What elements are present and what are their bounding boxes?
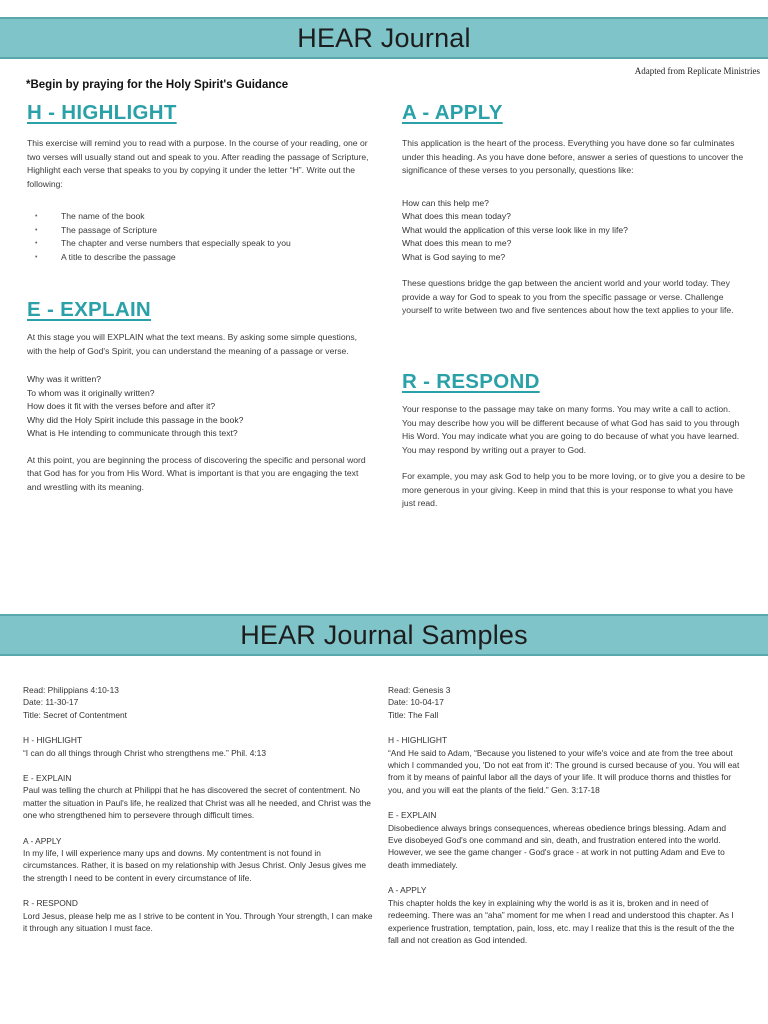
sample-meta: [23, 684, 375, 721]
sample-date: Date: 10-04-17: [388, 697, 444, 708]
explain-intro: At this stage you will EXPLAIN what the text means. By asking some simple questions, with the help of God's Spirit, you can understand the meaning of a passage or verse.: [27, 332, 358, 356]
apply-intro: This application is the heart of the process. Everything you have done so far culminates under this heading. As you have done before, answer a series of questions to uncover the significance of these verses to you personally, questions like:: [402, 138, 744, 175]
list-item: • A title to describe the passage: [27, 251, 372, 265]
title-banner: [0, 17, 768, 59]
question-item: What would the application of this verse look like in my life?: [402, 224, 628, 235]
apply-outro: These questions bridge the gap between the ancient world and your world today. They provide a way for God to speak to you from the specific passage or verse. Challenge yourself to write between two and five sentences about how the text applies to your life.: [402, 278, 734, 315]
sample-e-text: Paul was telling the church at Philippi that he has discovered the secret of contentment. No matter the situation in Paul's life, he realized that Christ was all he needed, and Christ was the one who strengthened him to persevere through difficult times.: [23, 785, 371, 821]
explain-heading: E - EXPLAIN: [27, 298, 152, 321]
question-item: What does this mean today?: [402, 211, 511, 221]
sample-a-text: In my life, I will experience many ups and downs. My contentment is not found in circumstances. Rather, it is based on my relationship with Jesus Christ. Only Jesus gives me the strength I need to be content in every circumstance of life.: [23, 848, 367, 883]
list-item: • The passage of Scripture: [27, 224, 372, 238]
sample-left: [23, 684, 375, 935]
respond-paragraph-2: For example, you may ask God to help you to be more loving, or to give you a desire to be more generous in your giving. Keep in mind that this is your response to what you have just read.: [402, 471, 745, 508]
highlight-intro: This exercise will remind you to read with a purpose. In the course of your reading, one or two verses will usually stand out and speak to you. After reading the passage of Scripture, Highlight each verse that speaks to you by copying it under the letter “H”. Write out the following:: [27, 138, 369, 189]
sample-right: [388, 684, 740, 946]
highlight-section: [27, 101, 372, 264]
question-item: How can this help me?: [402, 197, 489, 208]
respond-heading: R - RESPOND: [402, 370, 540, 393]
credit-line: Adapted from Replicate Ministries: [634, 66, 760, 76]
question-item: How does it fit with the verses before and after it?: [27, 401, 216, 411]
respond-paragraph-1: Your response to the passage may take on many forms. You may write a call to action. You may describe how you will be different because of what God has said to you through His Word. You may indicate what you are going to do because of what you have learned. You may respond by writing out a prayer to God.: [402, 404, 740, 455]
highlight-list: [27, 210, 372, 264]
question-item: What does this mean to me?: [402, 238, 512, 248]
question-item: Why did the Holy Spirit include this passage in the book?: [27, 414, 244, 425]
sample-date: Date: 11-30-17: [23, 697, 79, 708]
sample-e-label: E - EXPLAIN: [23, 773, 72, 784]
sample-a-label: A - APPLY: [388, 885, 427, 896]
question-item: Why was it written?: [27, 374, 102, 384]
sample-h-text: “I can do all things through Christ who strengthens me.” Phil. 4:13: [23, 747, 267, 758]
sample-read: Read: Genesis 3: [388, 685, 451, 695]
sample-r-text: Lord Jesus, please help me as I strive to be content in You. Through Your strength, I can make it through any situation I must face.: [23, 910, 373, 934]
highlight-heading: H - HIGHLIGHT: [27, 101, 177, 124]
apply-heading: A - APPLY: [402, 101, 503, 124]
question-item: To whom was it originally written?: [27, 387, 155, 398]
sample-e-text: Disobedience always brings consequences, whereas obedience brings blessing. Adam and Eve disobeyed God's one command and sin, death, and frustration entered into the world. However, we see the game changer - God's grace - at work in not putting Adam and Eve to death immediately.: [388, 822, 727, 870]
samples-banner: [0, 614, 768, 656]
apply-questions: [402, 197, 747, 265]
sample-a-label: A - APPLY: [23, 835, 62, 846]
page-title: HEAR Journal: [297, 22, 471, 53]
sample-h-label: H - HIGHLIGHT: [388, 735, 448, 746]
explain-outro: At this point, you are beginning the process of discovering the specific and personal word that God has for you from His Word. What is important is that you are engaging the text and wrestling with its meaning.: [27, 454, 366, 492]
sample-a-text: This chapter holds the key in explaining why the world is as it is, broken and in need of redeeming. There was an “aha” moment for me when I read and understood this chapter. As I experience frustration, temptation, pain, loss, etc. may I realize that this is the result of the the fall and not creation as God intended.: [388, 897, 735, 945]
explain-questions: [27, 373, 372, 441]
sample-h-label: H - HIGHLIGHT: [23, 735, 83, 746]
sample-meta: [388, 684, 740, 721]
explain-section: [27, 298, 372, 494]
sample-title: Title: Secret of Contentment: [23, 709, 127, 720]
sample-title: Title: The Fall: [388, 709, 439, 720]
samples-title: HEAR Journal Samples: [240, 619, 528, 650]
list-item: • The name of the book: [27, 210, 372, 224]
begin-note: *Begin by praying for the Holy Spirit's Guidance: [26, 79, 289, 91]
respond-section: [402, 370, 747, 511]
sample-e-label: E - EXPLAIN: [388, 810, 437, 821]
sample-read: Read: Philippians 4:10-13: [23, 685, 119, 695]
question-item: What is He intending to communicate through this text?: [27, 428, 238, 438]
apply-section: [402, 101, 747, 318]
list-item: • The chapter and verse numbers that especially speak to you: [27, 237, 372, 251]
sample-h-text: “And He said to Adam, “Because you listened to your wife's voice and ate from the tree about which I commanded you, 'Do not eat from it': The ground is cursed because of you. You will eat from it by means of painful labor all the days of your life. It will produce thorns and thistles for you, and you will eat the plants of the field.” Gen. 3:17-18: [388, 747, 740, 795]
question-item: What is God saying to me?: [402, 251, 506, 262]
sample-r-label: R - RESPOND: [23, 898, 78, 909]
